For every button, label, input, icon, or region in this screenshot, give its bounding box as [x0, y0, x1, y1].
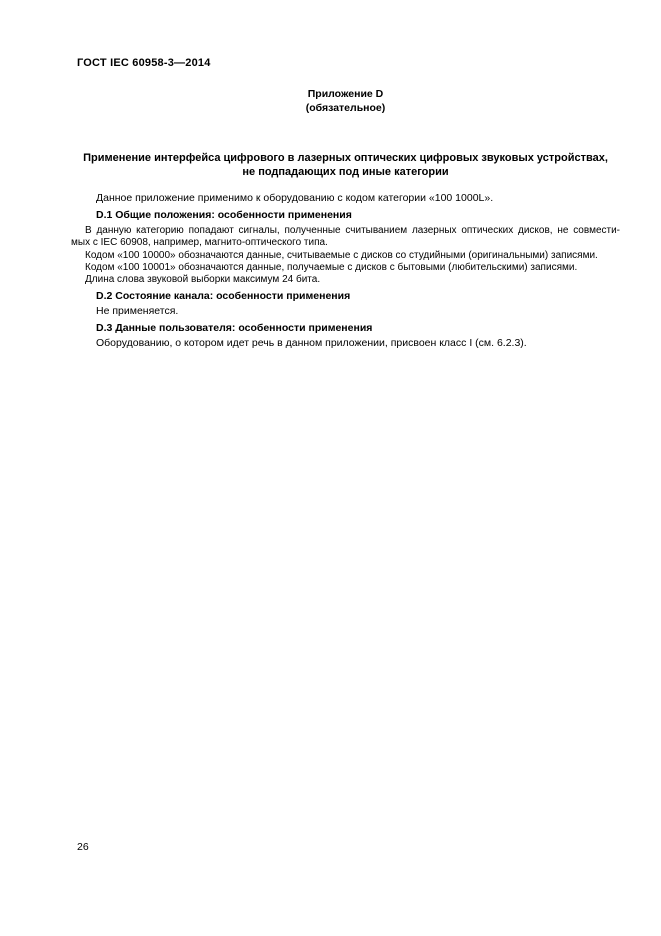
- annex-type: (обязательное): [305, 101, 386, 114]
- section-d1-line-5: Длина слова звуковой выборки максимум 24 бита.: [85, 274, 321, 286]
- section-d2-body: Не применяется.: [96, 305, 179, 317]
- section-d3-body: Оборудованию, о котором идет речь в данном приложении, присвоен класс I (см. 6.2.3).: [96, 337, 527, 349]
- section-d1-line-3: Кодом «100 10000» обозначаются данные, считываемые с дисков со студийными (оригинальными) записями.: [85, 249, 598, 261]
- section-d1-line-2: мых с IEC 60908, например, магнито-оптического типа.: [71, 237, 328, 249]
- intro-paragraph: Данное приложение применимо к оборудованию с кодом категории «100 1000L».: [96, 192, 494, 204]
- annex-title: [71, 151, 620, 179]
- annex-title-line-1: Применение интерфейса цифрового в лазерных оптических цифровых звуковых устройствах,: [83, 152, 608, 164]
- section-heading-d1: D.1 Общие положения: особенности применения: [96, 209, 352, 221]
- section-d1-line-4: Кодом «100 10001» обозначаются данные, получаемые с дисков с бытовыми (любительскими) записями.: [85, 261, 578, 273]
- document-header: ГОСТ IEC 60958-3—2014: [77, 57, 211, 69]
- annex-title-line-2: не подпадающих под иные категории: [242, 166, 449, 178]
- section-heading-d2: D.2 Состояние канала: особенности применения: [96, 290, 351, 302]
- section-d1-line-1: В данную категорию попадают сигналы, полученные считыванием лазерных оптических дисков, не совмести-: [85, 225, 620, 236]
- annex-block: [71, 88, 620, 115]
- page-number: 26: [77, 841, 89, 853]
- section-heading-d3: D.3 Данные пользователя: особенности применения: [96, 322, 373, 334]
- section-d1-body: [71, 225, 620, 286]
- annex-label: Приложение D: [307, 88, 384, 100]
